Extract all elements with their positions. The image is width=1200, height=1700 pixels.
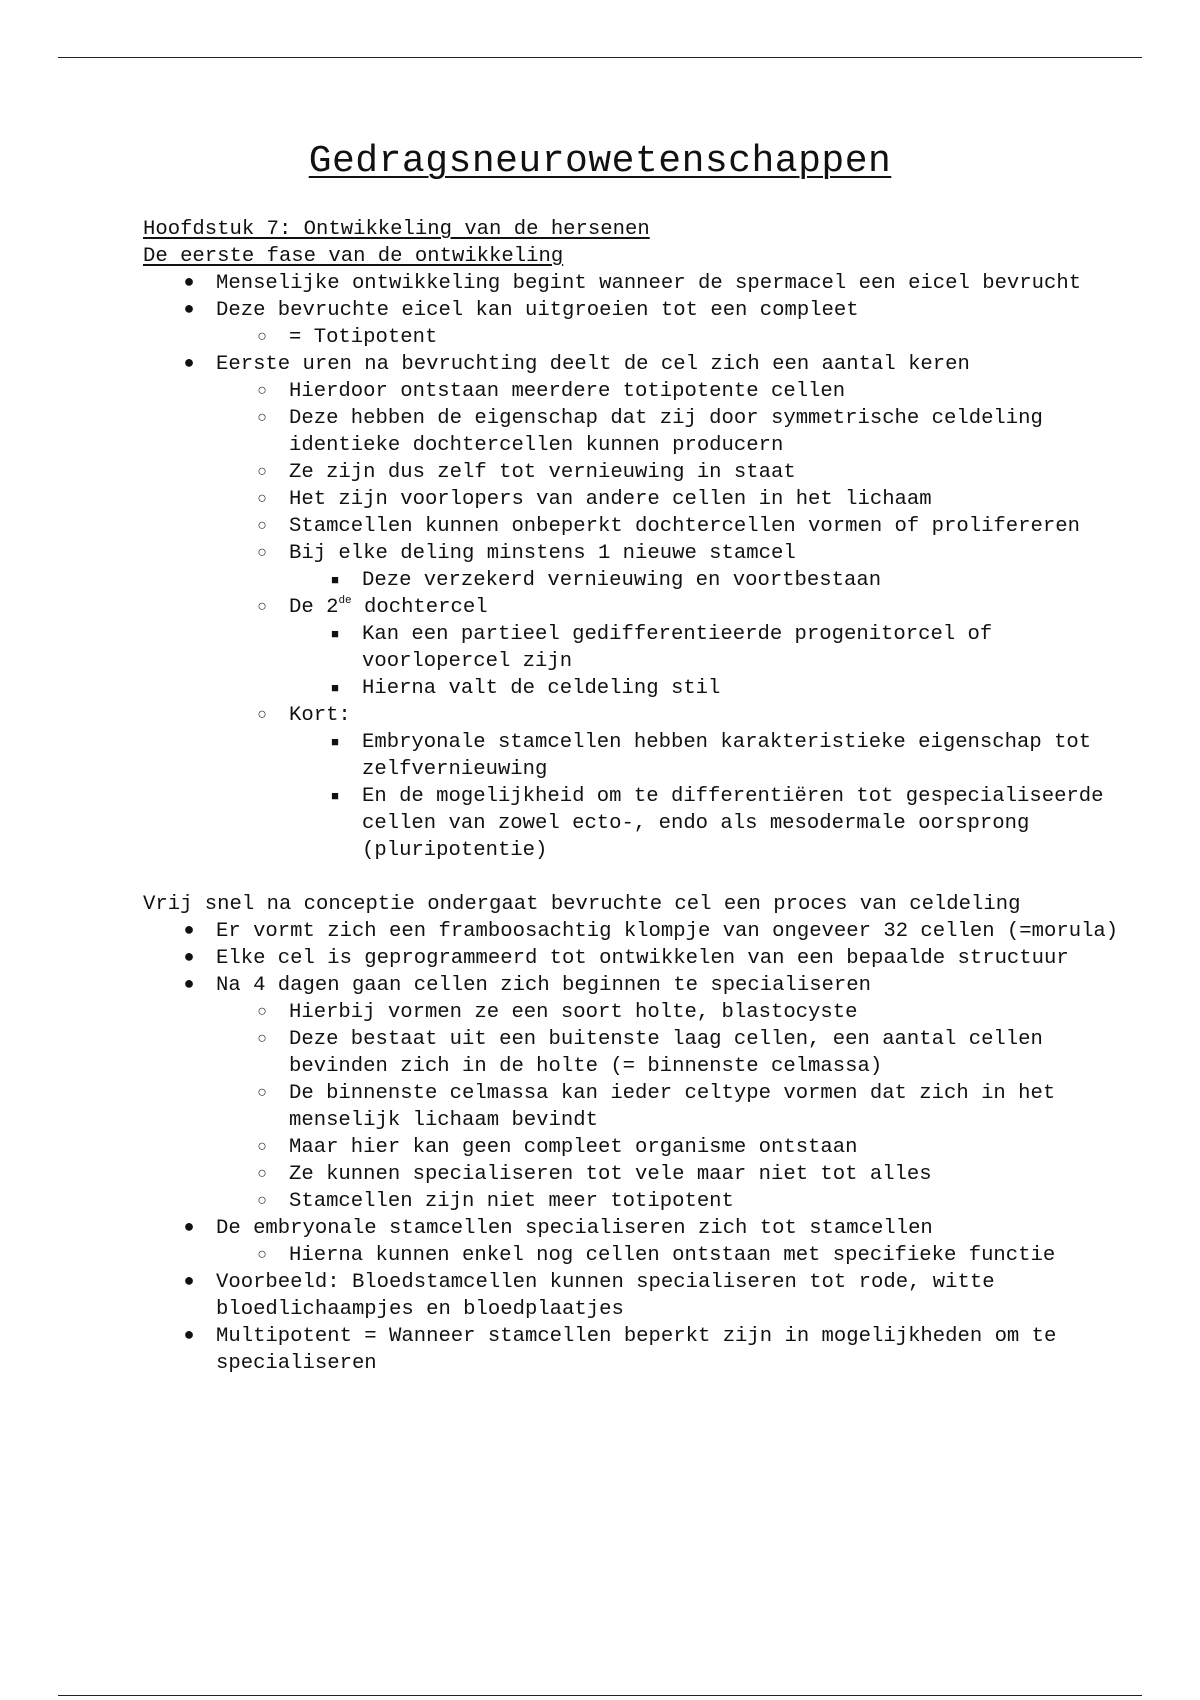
list-item: ● Deze bevruchte eicel kan uitgroeien tot een compleet ○ = Totipotent: [143, 297, 1143, 351]
list-item: ● Multipotent = Wanneer stamcellen beperkt zijn in mogelijkheden om te specialiseren: [143, 1323, 1143, 1377]
list-item: ○ = Totipotent: [216, 324, 1143, 351]
bullet-icon: ●: [183, 1272, 195, 1292]
list-item: ○ Deze hebben de eigenschap dat zij door symmetrische celdeling identieke dochtercellen kunnen producern: [216, 405, 1143, 459]
list-item: ○ Ze zijn dus zelf tot vernieuwing in staat: [216, 459, 1143, 486]
sub-list: [216, 378, 1143, 864]
paragraph-gap: [143, 864, 1143, 891]
list-item: ● Eerste uren na bevruchting deelt de cel zich een aantal keren ○ Hierdoor ontstaan meerdere totipotente cellen ○ Deze hebben de eigenschap dat zij door symmetrische celdeling identieke dochtercellen kunnen producern ○ Ze zijn dus zelf tot vernieuwing in staat ○ Het zijn voorlopers van andere cellen in het lichaam ○ Stamcellen kunnen onbeperkt dochtercellen vormen of prolifereren ○ Bij elke deling minstens 1 nieuwe stamcel ■ Deze verzekerd vernieuwing en voortbestaan ○ De 2de dochtercel ■ Kan een partieel gedifferentieerde progenitorcel of voorlopercel zijn ■ Hierna valt de celdeling stil ○ Kort: ■ Embryonale stamcellen hebben karakteristieke eigenschap tot zelfvernieuwing ■ En de mogelijkheid om te differentiëren tot gespecialiseerde cellen van zowel ecto-, endo als mesodermale oorsprong (pluripotentie): [143, 351, 1143, 864]
list-item: ○ Stamcellen zijn niet meer totipotent: [216, 1188, 1143, 1215]
list-item: ■ Embryonale stamcellen hebben karakteristieke eigenschap tot zelfvernieuwing: [289, 729, 1143, 783]
circle-bullet-icon: ○: [257, 409, 267, 427]
intro-paragraph: Vrij snel na conceptie ondergaat bevruchte cel een proces van celdeling: [143, 893, 1021, 916]
bullet-icon: ●: [183, 1326, 195, 1346]
circle-bullet-icon: ○: [257, 1030, 267, 1048]
circle-bullet-icon: ○: [257, 382, 267, 400]
list-item: ○ Stamcellen kunnen onbeperkt dochtercellen vormen of prolifereren: [216, 513, 1143, 540]
document-body: [143, 216, 1143, 1377]
list-item: ● Elke cel is geprogrammeerd tot ontwikkelen van een bepaalde structuur: [143, 945, 1143, 972]
sub-sub-list: [289, 567, 1143, 594]
bullet-icon: ●: [183, 975, 195, 995]
circle-bullet-icon: ○: [257, 544, 267, 562]
square-bullet-icon: ■: [331, 573, 339, 588]
sub-list: [216, 999, 1143, 1215]
square-bullet-icon: ■: [331, 735, 339, 750]
list-item: ○ Ze kunnen specialiseren tot vele maar niet tot alles: [216, 1161, 1143, 1188]
footer-rule: [58, 1695, 1142, 1696]
list-item: ○ De binnenste celmassa kan ieder celtype vormen dat zich in het menselijk lichaam bevindt: [216, 1080, 1143, 1134]
list-item: ○ Hierna kunnen enkel nog cellen ontstaan met specifieke functie: [216, 1242, 1143, 1269]
list-item: ○ Maar hier kan geen compleet organisme ontstaan: [216, 1134, 1143, 1161]
list-item: ● Voorbeeld: Bloedstamcellen kunnen specialiseren tot rode, witte bloedlichaampjes en bloedplaatjes: [143, 1269, 1143, 1323]
circle-bullet-icon: ○: [257, 1084, 267, 1102]
sub-list: [216, 1242, 1143, 1269]
sub-sub-list: [289, 621, 1143, 702]
list-item: ○ Bij elke deling minstens 1 nieuwe stamcel ■ Deze verzekerd vernieuwing en voortbestaan: [216, 540, 1143, 594]
bullet-list-part1: [143, 270, 1143, 864]
list-item: ■ Kan een partieel gedifferentieerde progenitorcel of voorlopercel zijn: [289, 621, 1143, 675]
circle-bullet-icon: ○: [257, 463, 267, 481]
list-item: ○ Hierdoor ontstaan meerdere totipotente cellen: [216, 378, 1143, 405]
circle-bullet-icon: ○: [257, 1003, 267, 1021]
list-item: ● De embryonale stamcellen specialiseren zich tot stamcellen ○ Hierna kunnen enkel nog cellen ontstaan met specifieke functie: [143, 1215, 1143, 1269]
list-item: ○ Deze bestaat uit een buitenste laag cellen, een aantal cellen bevinden zich in de holte (= binnenste celmassa): [216, 1026, 1143, 1080]
chapter-heading: Hoofdstuk 7: Ontwikkeling van de hersenen: [143, 218, 650, 241]
bullet-icon: ●: [183, 921, 195, 941]
list-item: ■ En de mogelijkheid om te differentiëren tot gespecialiseerde cellen van zowel ecto-, endo als mesodermale oorsprong (pluripotentie): [289, 783, 1143, 864]
circle-bullet-icon: ○: [257, 1138, 267, 1156]
list-item: ■ Deze verzekerd vernieuwing en voortbestaan: [289, 567, 1143, 594]
square-bullet-icon: ■: [331, 627, 339, 642]
list-item: ● Menselijke ontwikkeling begint wanneer de spermacel een eicel bevrucht: [143, 270, 1143, 297]
list-item: ● Na 4 dagen gaan cellen zich beginnen te specialiseren ○ Hierbij vormen ze een soort holte, blastocyste ○ Deze bestaat uit een buitenste laag cellen, een aantal cellen bevinden zich in de holte (= binnenste celmassa) ○ De binnenste celmassa kan ieder celtype vormen dat zich in het menselijk lichaam bevindt ○ Maar hier kan geen compleet organisme ontstaan ○ Ze kunnen specialiseren tot vele maar niet tot alles ○ Stamcellen zijn niet meer totipotent: [143, 972, 1143, 1215]
bullet-icon: ●: [183, 300, 195, 320]
circle-bullet-icon: ○: [257, 706, 267, 724]
circle-bullet-icon: ○: [257, 517, 267, 535]
list-item: ○ Kort: ■ Embryonale stamcellen hebben karakteristieke eigenschap tot zelfvernieuwing ■ En de mogelijkheid om te differentiëren tot gespecialiseerde cellen van zowel ecto-, endo als mesodermale oorsprong (pluripotentie): [216, 702, 1143, 864]
circle-bullet-icon: ○: [257, 598, 267, 616]
circle-bullet-icon: ○: [257, 1246, 267, 1264]
list-item: ○ Het zijn voorlopers van andere cellen in het lichaam: [216, 486, 1143, 513]
circle-bullet-icon: ○: [257, 1192, 267, 1210]
bullet-icon: ●: [183, 354, 195, 374]
bullet-list-part2: [143, 918, 1143, 1377]
circle-bullet-icon: ○: [257, 328, 267, 346]
sub-sub-list: [289, 729, 1143, 864]
document-title: Gedragsneurowetenschappen: [308, 140, 892, 183]
list-item: ○ De 2de dochtercel ■ Kan een partieel gedifferentieerde progenitorcel of voorlopercel zijn ■ Hierna valt de celdeling stil: [216, 594, 1143, 702]
bullet-icon: ●: [183, 1218, 195, 1238]
list-item: ○ Hierbij vormen ze een soort holte, blastocyste: [216, 999, 1143, 1026]
bullet-icon: ●: [183, 273, 195, 293]
list-item: ■ Hierna valt de celdeling stil: [289, 675, 1143, 702]
circle-bullet-icon: ○: [257, 1165, 267, 1183]
square-bullet-icon: ■: [331, 681, 339, 696]
circle-bullet-icon: ○: [257, 490, 267, 508]
header-rule: [58, 57, 1142, 58]
square-bullet-icon: ■: [331, 789, 339, 804]
sub-list: [216, 324, 1143, 351]
bullet-icon: ●: [183, 948, 195, 968]
section-heading: De eerste fase van de ontwikkeling: [143, 245, 564, 268]
list-item: ● Er vormt zich een framboosachtig klompje van ongeveer 32 cellen (=morula): [143, 918, 1143, 945]
